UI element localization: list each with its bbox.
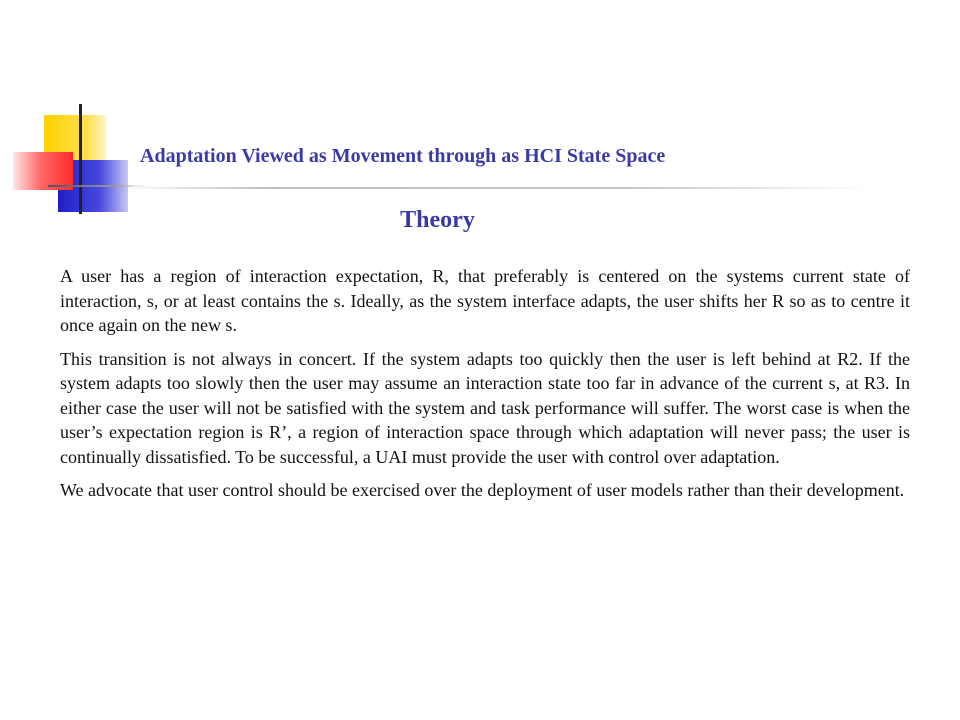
logo-yellow-block <box>44 115 106 187</box>
slide-subtitle: Theory <box>400 207 475 233</box>
logo-vertical-line <box>79 104 82 214</box>
slide-title: Adaptation Viewed as Movement through as HCI State Space <box>140 145 666 167</box>
body-paragraph-3: We advocate that user control should be exercised over the deployment of user models rather than their development. <box>60 480 905 500</box>
body-paragraph-2: This transition is not always in concert. If the system adapts too quickly then the user is left behind at R2. If the system adapts too slowly then the user may assume an interaction state too far in advance of the current s, at R3. In either case the user will not be satisfied with the system and task performance will suffer. The worst case is when the user’s expectation region is R’, a region of interaction space through which adaptation will never pass; the user is continually dissatisfied. To be successful, a UAI must provide the user with control over adaptation. <box>60 348 910 467</box>
body-paragraph-1: A user has a region of interaction expectation, R, that preferably is centered on the systems current state of interaction, s, or at least contains the s. Ideally, as the system interface adapts, the user shifts her R so as to centre it once again on the new s. <box>60 266 910 335</box>
slide-body <box>60 264 910 512</box>
logo-red-block <box>13 152 73 190</box>
logo-blue-block <box>58 160 128 212</box>
title-divider <box>120 187 870 189</box>
